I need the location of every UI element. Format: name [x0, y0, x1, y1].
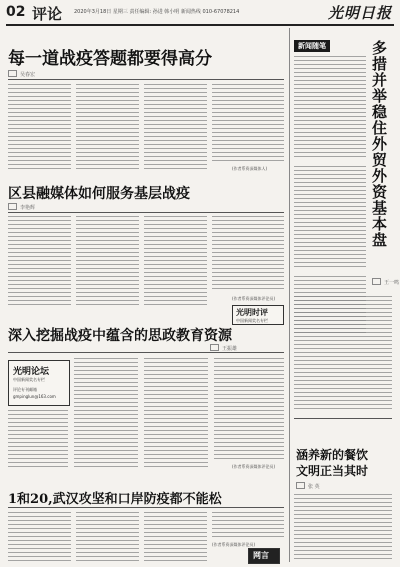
- masthead: [6, 2, 394, 26]
- article-1-note: (作者系资深媒体人): [232, 166, 268, 171]
- side-1-column-4: [294, 296, 392, 410]
- article-4-rule: [8, 507, 284, 508]
- guangming-forum-box: [8, 360, 70, 406]
- article-3-column-2: [74, 358, 138, 470]
- article-1-column-4: [212, 84, 284, 164]
- guangming-review-title: 光明时评: [236, 308, 268, 317]
- side-rule: [294, 418, 392, 419]
- article-1-author: 吴春宏: [8, 70, 35, 78]
- article-2-column-4: [212, 216, 284, 292]
- article-2-column-2: [76, 216, 139, 308]
- side-1-column-2: [294, 166, 366, 270]
- article-1-column-1: [8, 84, 71, 170]
- article-4-column-2: [76, 512, 139, 562]
- article-4-column-4: [212, 512, 284, 540]
- article-4-note: (作者系资深媒体评论员): [212, 542, 256, 547]
- article-4-column-3: [144, 512, 207, 562]
- article-4-column-1: [8, 512, 71, 562]
- article-2-headline: 区县融媒体如何服务基层战疫: [8, 186, 190, 202]
- article-3-rule: [8, 352, 284, 353]
- wangping-title: 网言: [253, 551, 269, 560]
- guangming-review-sub: 中国新闻奖名专栏: [236, 318, 268, 323]
- article-3-headline: 深入挖掘战疫中蕴含的思政教育资源: [8, 328, 232, 344]
- article-2-note: (作者系资深媒体评论员): [232, 296, 276, 301]
- side-2-author: 张 英: [296, 482, 320, 490]
- article-4-headline: 1和20,武汉攻坚和口岸防疫都不能松: [8, 492, 222, 507]
- wangping-box: [248, 548, 280, 564]
- side-1-label: 新闻随笔: [294, 40, 330, 52]
- side-2-column-1: [294, 494, 392, 562]
- article-1-column-2: [76, 84, 139, 170]
- issue-line: 2020年3月18日 星期三 责任编辑: 孙进 韩小明 新闻热线 010-67078214: [74, 9, 240, 15]
- side-1-column-1: [294, 56, 366, 160]
- forum-contact-label: 评论专刊邮箱: [13, 387, 37, 392]
- side-2-headline-line-2: 文明正当其时: [296, 464, 369, 478]
- article-2-column-3: [144, 216, 207, 308]
- guangming-review-box: [232, 305, 284, 325]
- article-1-headline: 每一道战疫答题都要得高分: [8, 49, 212, 69]
- article-2-column-1: [8, 216, 71, 308]
- article-3-column-4: [214, 358, 284, 462]
- column-divider: [289, 28, 290, 562]
- guangming-forum-sub: 中国新闻奖名专栏: [13, 377, 45, 382]
- article-3-author: 王振雄: [210, 344, 237, 352]
- article-2-rule: [8, 212, 284, 213]
- side-1-author: 王一鸣: [372, 278, 399, 286]
- article-3-note: (作者系资深媒体评论员): [232, 464, 276, 469]
- article-1-rule: [8, 79, 284, 80]
- article-2-author: 李艳辉: [8, 203, 35, 211]
- side-1-headline: 多措并举稳住外贸外资基本盘: [370, 40, 388, 248]
- article-3-column-1: [8, 410, 68, 470]
- side-2-headline-line-1: 涵养新的餐饮: [296, 448, 369, 462]
- article-3-column-3: [144, 358, 208, 470]
- forum-contact-value: gmpinglun@163.com: [13, 394, 56, 399]
- newspaper-logo: 光明日报: [327, 4, 392, 22]
- article-1-column-3: [144, 84, 207, 170]
- guangming-forum-title: 光明论坛: [13, 367, 50, 377]
- section-name: 评论: [32, 5, 63, 23]
- section-number: 02: [6, 4, 26, 20]
